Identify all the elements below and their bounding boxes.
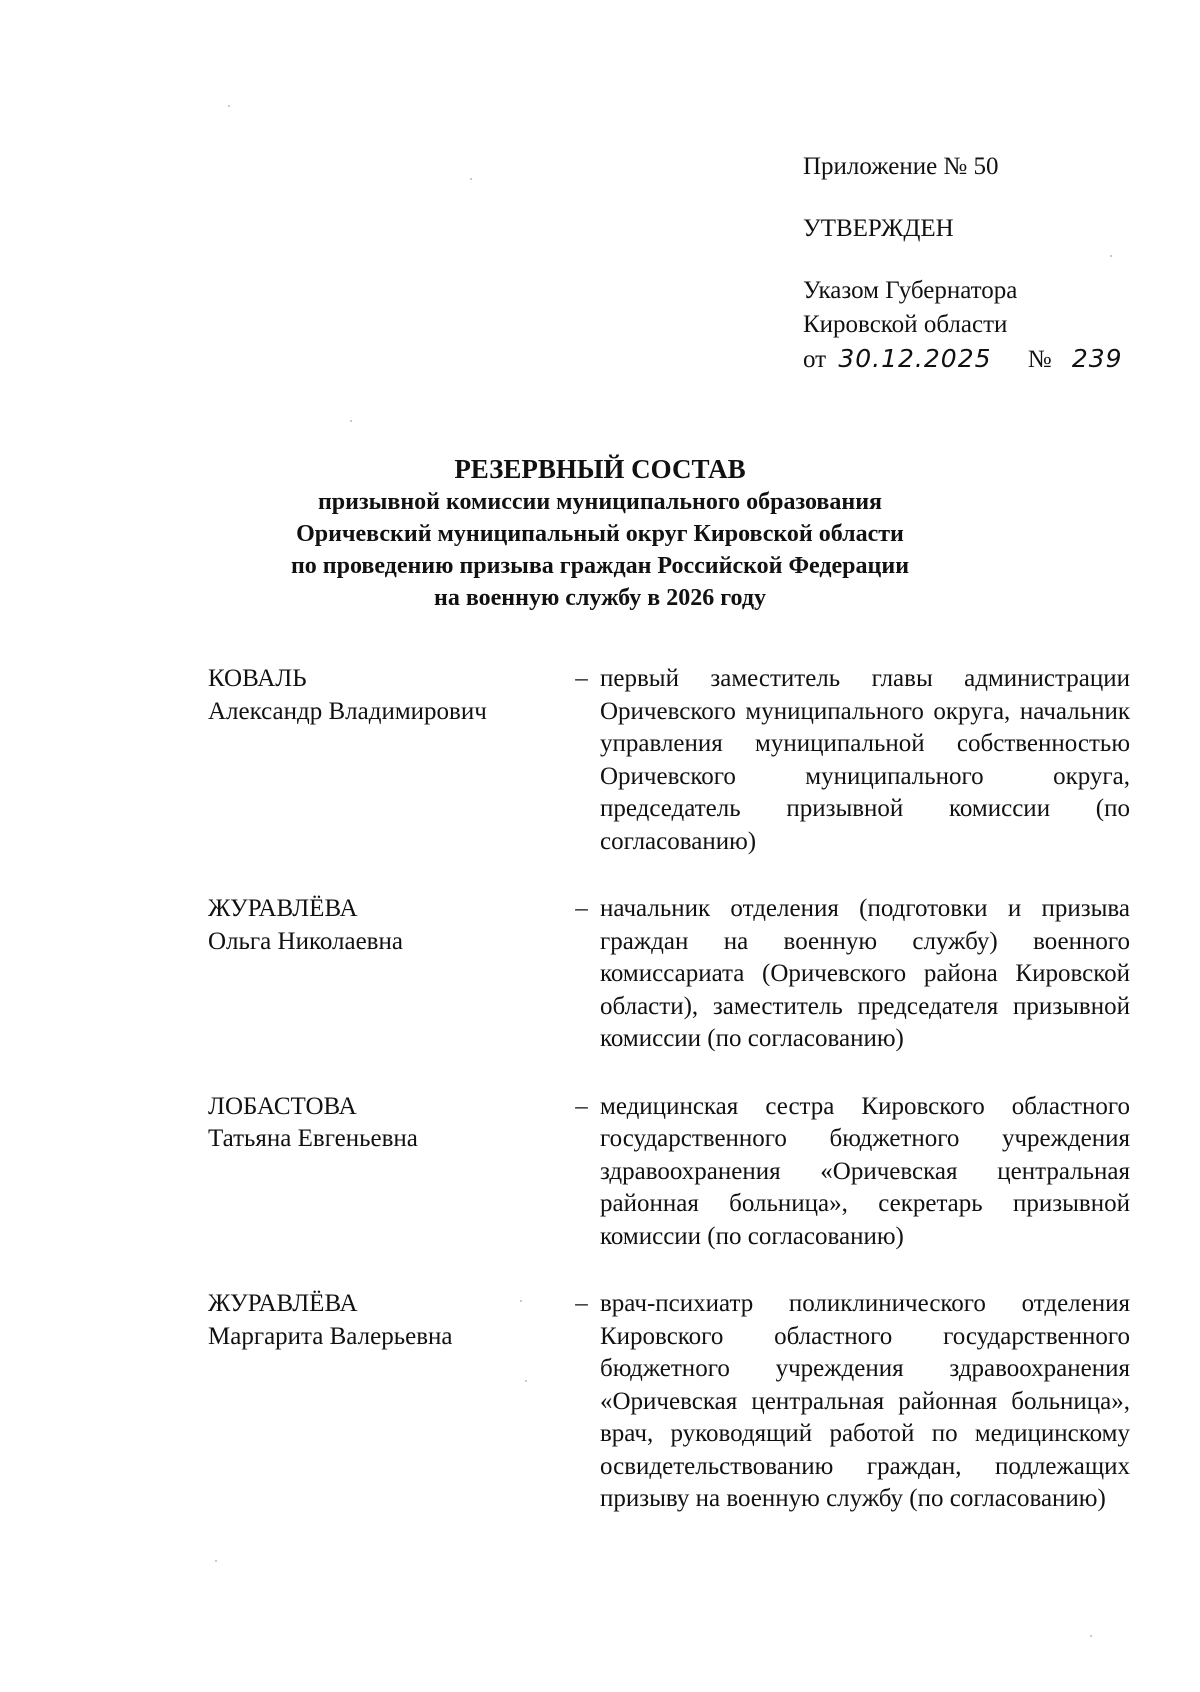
- member-surname: ЛОБАСТОВА: [208, 1092, 357, 1120]
- dash-separator: –: [575, 1290, 588, 1317]
- scan-speck: [1110, 255, 1112, 257]
- decree-line-2: Кировской области: [803, 311, 1008, 338]
- number-sign: №: [1027, 346, 1052, 373]
- scan-speck: [520, 1300, 522, 1302]
- dash-separator: –: [575, 1092, 588, 1120]
- scan-speck: [228, 105, 230, 107]
- member-surname: КОВАЛЬ: [208, 665, 307, 692]
- scan-speck: [215, 1560, 217, 1562]
- member-role: врач-психиатр поликлинического отделения Кировского областного государственного бюджетного учреждения здравоохранения «Оричевская центральная районная больница», врач, руководящий работой по медицинскому освидетельствованию граждан, подлежащих призыву на военную службу (по согласованию): [600, 1290, 1130, 1512]
- member-surname: ЖУРАВЛЁВА: [208, 895, 358, 922]
- member-role: первый заместитель главы администрации Оричевского муниципального округа, начальник управления муниципальной собственностью Оричевского муниципального округа, председатель призывной комиссии (по согласованию): [600, 665, 1130, 855]
- member-entry: [208, 1091, 1128, 1254]
- dash-separator: –: [575, 895, 588, 922]
- member-given-names: Маргарита Валерьевна: [208, 1322, 453, 1350]
- member-entry: [208, 893, 1128, 1056]
- approval-stamp: [803, 150, 1123, 377]
- scan-speck: [1090, 1635, 1092, 1637]
- title-line-4: на военную службу в 2026 году: [434, 585, 766, 611]
- title-line-1: призывной комиссии муниципального образования: [317, 489, 883, 515]
- dash-separator: –: [575, 665, 588, 692]
- appendix-number: Приложение № 50: [803, 153, 999, 180]
- member-given-names: Татьяна Евгеньевна: [208, 1125, 418, 1152]
- member-given-names: Ольга Николаевна: [208, 927, 403, 955]
- member-name: [208, 663, 553, 858]
- decree-line-1: Указом Губернатора: [803, 277, 1018, 304]
- member-role: медицинская сестра Кировского областного государственного бюджетного учреждения здравоохранения «Оричевская центральная районная больница», секретарь призывной комиссии (по согласованию): [600, 1092, 1130, 1250]
- member-entry: [208, 1288, 1128, 1516]
- title-main: РЕЗЕРВНЫЙ СОСТАВ: [454, 454, 746, 484]
- members-list: [208, 663, 1128, 1516]
- document-title: [150, 452, 1050, 614]
- member-surname: ЖУРАВЛЁВА: [208, 1290, 358, 1317]
- member-entry: [208, 663, 1128, 858]
- date-prefix: от: [803, 346, 827, 373]
- approved-label: УТВЕРЖДЕН: [803, 215, 954, 242]
- decree-date-number: [803, 342, 1123, 377]
- member-name: [208, 1288, 553, 1516]
- scan-speck: [350, 420, 352, 422]
- handwritten-number: 239: [1071, 344, 1123, 373]
- scan-speck: [525, 1380, 527, 1382]
- member-given-names: Александр Владимирович: [208, 697, 487, 725]
- title-line-3: по проведению призыва граждан Российской Федерации: [290, 553, 910, 579]
- member-name: [208, 1091, 553, 1254]
- scan-speck: [470, 178, 472, 180]
- member-role: начальник отделения (подготовки и призыва граждан на военную службу) военного комиссариата (Оричевского района Кировской области), заместитель председателя призывной комиссии (по согласованию): [600, 895, 1130, 1052]
- handwritten-date: 30.12.2025: [838, 344, 992, 373]
- title-line-2: Оричевский муниципальный округ Кировской области: [296, 521, 904, 547]
- member-name: [208, 893, 553, 1056]
